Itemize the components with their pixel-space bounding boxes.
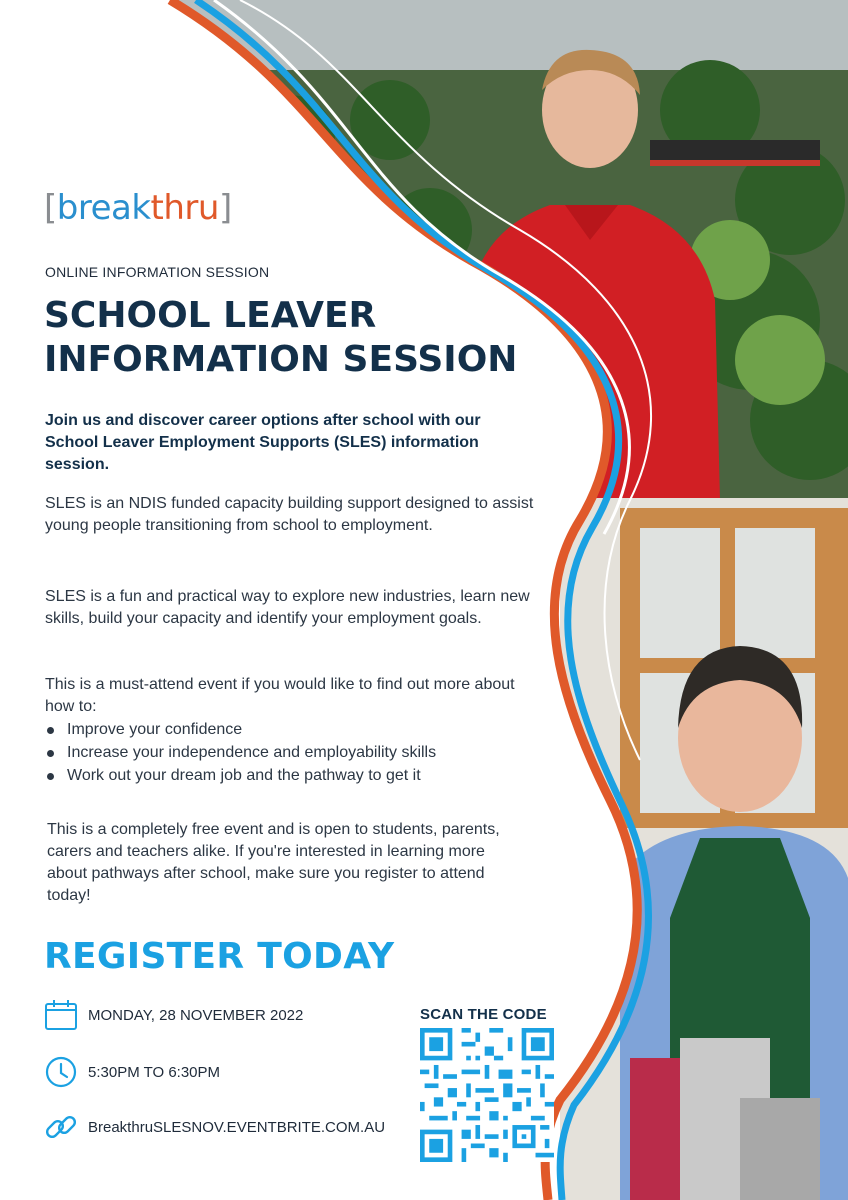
logo-part-break: break xyxy=(56,188,151,228)
event-link-row[interactable] xyxy=(44,1110,385,1144)
breakthru-logo xyxy=(44,188,232,228)
logo-part-thru: thru xyxy=(150,188,219,228)
event-date-row xyxy=(44,998,303,1032)
title-line-2: INFORMATION SESSION xyxy=(44,339,518,380)
paragraph-sles-definition: SLES is an NDIS funded capacity building support designed to assist young people transitioning from school to employment. xyxy=(45,495,534,534)
event-time-row xyxy=(44,1055,220,1089)
logo-bracket-open: [ xyxy=(44,188,57,228)
eventbrite-link[interactable]: BreakthruSLESNOV.EVENTBRITE.COM.AU xyxy=(88,1118,386,1136)
calendar-icon xyxy=(44,998,78,1032)
page-title xyxy=(44,294,564,382)
paragraph-sles-benefits: SLES is a fun and practical way to explore new industries, learn new skills, build your capacity and identify your employment goals. xyxy=(45,588,530,627)
title-line-1: SCHOOL LEAVER xyxy=(44,295,377,336)
list-item: Increase your independence and employability skills xyxy=(45,741,436,764)
list-item: Work out your dream job and the pathway to get it xyxy=(45,764,436,787)
paragraph-free-event: This is a completely free event and is open to students, parents, carers and teachers alike. If you're interested in learning more about pathways after school, make sure you register to attend today! xyxy=(47,821,500,904)
qr-code[interactable] xyxy=(420,1028,554,1162)
event-time: 5:30PM TO 6:30PM xyxy=(88,1063,221,1081)
clock-icon xyxy=(44,1055,78,1089)
list-item: Improve your confidence xyxy=(45,718,436,741)
benefit-list xyxy=(45,718,436,787)
scan-code-label: SCAN THE CODE xyxy=(420,1006,547,1023)
session-type-label: ONLINE INFORMATION SESSION xyxy=(45,264,270,280)
paragraph-must-attend: This is a must-attend event if you would like to find out more about how to: xyxy=(45,676,515,715)
register-heading: REGISTER TODAY xyxy=(44,936,395,977)
logo-bracket-close: ] xyxy=(218,188,232,228)
intro-lead: Join us and discover career options after school with our School Leaver Employment Supports (SLES) information session. xyxy=(45,412,481,473)
link-icon xyxy=(44,1110,78,1144)
event-date: MONDAY, 28 NOVEMBER 2022 xyxy=(88,1006,304,1024)
